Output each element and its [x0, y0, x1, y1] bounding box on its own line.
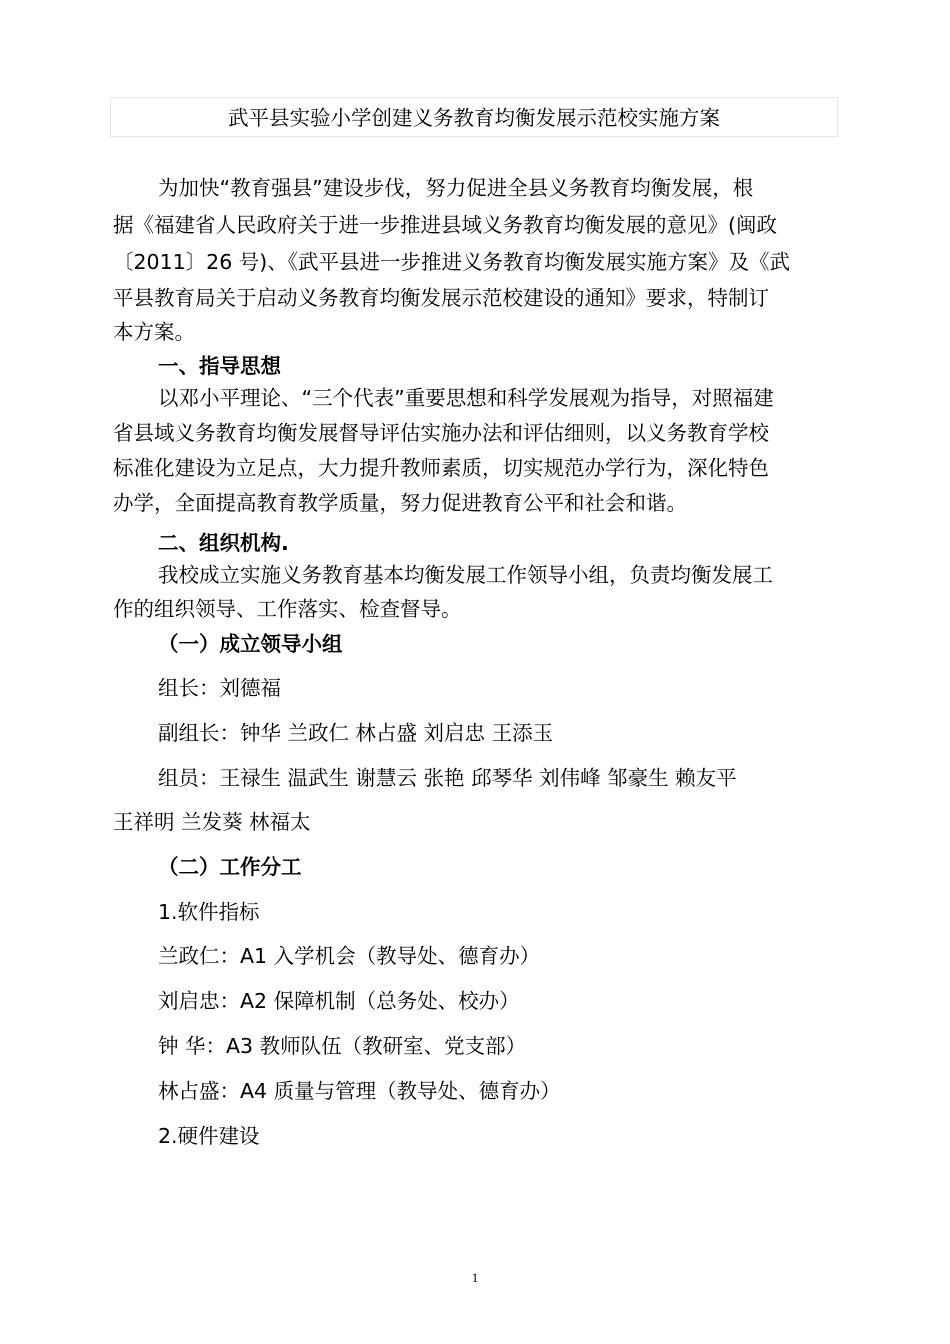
- intro-line-4: 平县教育局关于启动义务教育均衡发展示范校建设的通知》要求，特制订: [113, 286, 769, 310]
- software-heading: 1.软件指标: [158, 900, 260, 924]
- assignment-line-4: 林占盛：A4 质量与管理（教导处、德育办）: [158, 1079, 561, 1103]
- page-number: 1: [471, 1270, 479, 1285]
- section1-line-4: 办学，全面提高教育教学质量，努力促进教育公平和社会和谐。: [113, 491, 687, 515]
- hardware-heading: 2.硬件建设: [158, 1124, 260, 1148]
- section2-heading: 二、组织机构.: [158, 531, 289, 555]
- assignment-line-2: 刘启忠：A2 保障机制（总务处、校办）: [158, 989, 520, 1013]
- members-line-2: 王祥明 兰发葵 林福太: [113, 810, 311, 834]
- document-title: 武平县实验小学创建义务教育均衡发展示范校实施方案: [228, 106, 720, 130]
- section1-line-2: 省县域义务教育均衡发展督导评估实施办法和评估细则，以义务教育学校: [113, 421, 769, 445]
- leader-line: 组长：刘德福: [158, 676, 281, 700]
- members-line-1: 组员：王禄生 温武生 谢慧云 张艳 邱琴华 刘伟峰 邹豪生 赖友平: [158, 766, 737, 790]
- intro-line-5: 本方案。: [113, 320, 195, 344]
- section1-line-1: 以邓小平理论、“三个代表”重要思想和科学发展观为指导，对照福建: [158, 386, 774, 410]
- section2-line-1: 我校成立实施义务教育基本均衡发展工作领导小组，负责均衡发展工: [158, 563, 773, 587]
- assignment-line-3: 钟 华：A3 教师队伍（教研室、党支部）: [158, 1034, 527, 1058]
- intro-line-2: 据《福建省人民政府关于进一步推进县域义务教育均衡发展的意见》(闽政: [113, 213, 777, 237]
- intro-line-3: 〔2011〕26 号)、《武平县进一步推进义务教育均衡发展实施方案》及《武: [113, 250, 791, 274]
- assignment-line-1: 兰政仁：A1 入学机会（教导处、德育办）: [158, 944, 541, 968]
- intro-line-1: 为加快“教育强县”建设步伐，努力促进全县义务教育均衡发展，根: [158, 176, 754, 200]
- sub1-heading: （一）成立领导小组: [158, 632, 343, 656]
- sub2-heading: （二）工作分工: [158, 855, 302, 879]
- deputy-line: 副组长：钟华 兰政仁 林占盛 刘启忠 王添玉: [158, 721, 554, 745]
- section1-heading: 一、指导思想: [158, 354, 281, 378]
- section1-line-3: 标准化建设为立足点，大力提升教师素质，切实规范办学行为，深化特色: [113, 456, 769, 480]
- section2-line-2: 作的组织领导、工作落实、检查督导。: [113, 597, 462, 621]
